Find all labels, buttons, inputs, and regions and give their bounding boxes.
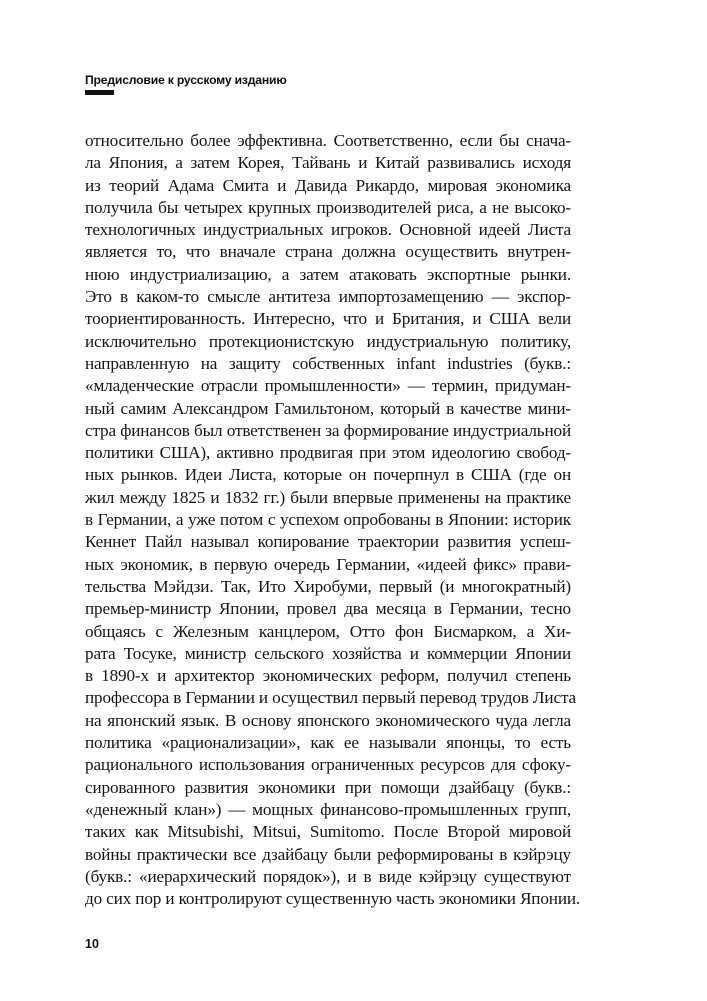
text-line: в 1890-х и архитектор экономических реформ, получил степень bbox=[85, 666, 571, 686]
text-line: рата Тосуке, министр сельского хозяйства и коммерции Японии bbox=[85, 643, 571, 663]
text-line: таких как Mitsubishi, Mitsui, Sumitomo. После Второй мировой bbox=[85, 822, 571, 842]
text-line: в Германии, а уже потом с успехом опробованы в Японии: историк bbox=[85, 510, 571, 530]
text-line: из теорий Адама Смита и Давида Рикардо, мировая экономика bbox=[85, 175, 571, 195]
text-line: сированного развития экономики при помощи дзайбацу (букв.: bbox=[85, 777, 571, 797]
text-line: относительно более эффективна. Соответственно, если бы снача- bbox=[85, 131, 571, 150]
body-text bbox=[85, 130, 581, 910]
header-rule bbox=[85, 90, 114, 95]
text-line: ных рынков. Идеи Листа, которые он почерпнул в США (где он bbox=[85, 465, 571, 485]
text-line: стра финансов был ответственен за формирование индустриальной bbox=[85, 420, 571, 440]
text-line: премьер-министр Японии, провел два месяца в Германии, тесно bbox=[85, 599, 571, 619]
text-line: на японский язык. В основу японского экономического чуда легла bbox=[85, 710, 571, 730]
text-line: ный самим Александром Гамильтоном, который в качестве мини- bbox=[85, 398, 571, 418]
text-line: направленную на защиту собственных infant industries (букв.: bbox=[85, 353, 571, 373]
text-line: «денежный клан») — мощных финансово-промышленных групп, bbox=[85, 799, 571, 819]
running-head: Предисловие к русскому изданию bbox=[85, 73, 287, 87]
text-line: до сих пор и контролируют существенную часть экономики Японии. bbox=[85, 889, 581, 909]
text-line: рационального использования ограниченных ресурсов для сфоку- bbox=[85, 755, 571, 775]
text-line: жил между 1825 и 1832 гг.) были впервые применены на практике bbox=[85, 487, 571, 507]
text-line: исключительно протекционистскую индустриальную политику, bbox=[85, 331, 571, 351]
text-line: «младенческие отрасли промышленности» — термин, придуман- bbox=[85, 376, 571, 396]
text-line: тельства Мэйдзи. Так, Ито Хиробуми, первый (и многократный) bbox=[85, 576, 571, 596]
text-line: политика «рационализации», как ее называли японцы, то есть bbox=[85, 733, 571, 753]
text-line: войны практически все дзайбацу были реформированы в кэйрэцу bbox=[85, 844, 571, 864]
text-line: является то, что вначале страна должна осуществить внутрен- bbox=[85, 242, 571, 262]
text-line: профессора в Германии и осуществил первый перевод трудов Листа bbox=[85, 688, 577, 708]
text-line: политики США), активно продвигая при этом идеологию свобод- bbox=[85, 443, 571, 463]
text-line: технологичных индустриальных игроков. Основной идеей Листа bbox=[85, 220, 571, 240]
text-line: (букв.: «иерархический порядок»), и в виде кэйрэцу существуют bbox=[85, 866, 571, 886]
page-number: 10 bbox=[85, 937, 99, 951]
text-line: Это в каком-то смысле антитеза импортозамещению — экспор- bbox=[85, 287, 571, 307]
text-line: получила бы четырех крупных производителей риса, а не высоко- bbox=[85, 197, 571, 217]
text-line: Кеннет Пайл называл копирование траектории развития успеш- bbox=[85, 532, 571, 552]
text-line: ных экономик, в первую очередь Германии, «идеей фикс» прави- bbox=[85, 554, 571, 574]
text-line: общаясь с Железным канцлером, Отто фон Бисмарком, а Хи- bbox=[85, 621, 571, 641]
text-line: тоориентированность. Интересно, что и Британия, и США вели bbox=[85, 309, 571, 329]
text-line: нюю индустриализацию, а затем атаковать экспортные рынки. bbox=[85, 264, 571, 284]
text-line: ла Япония, а затем Корея, Тайвань и Китай развивались исходя bbox=[85, 153, 571, 173]
